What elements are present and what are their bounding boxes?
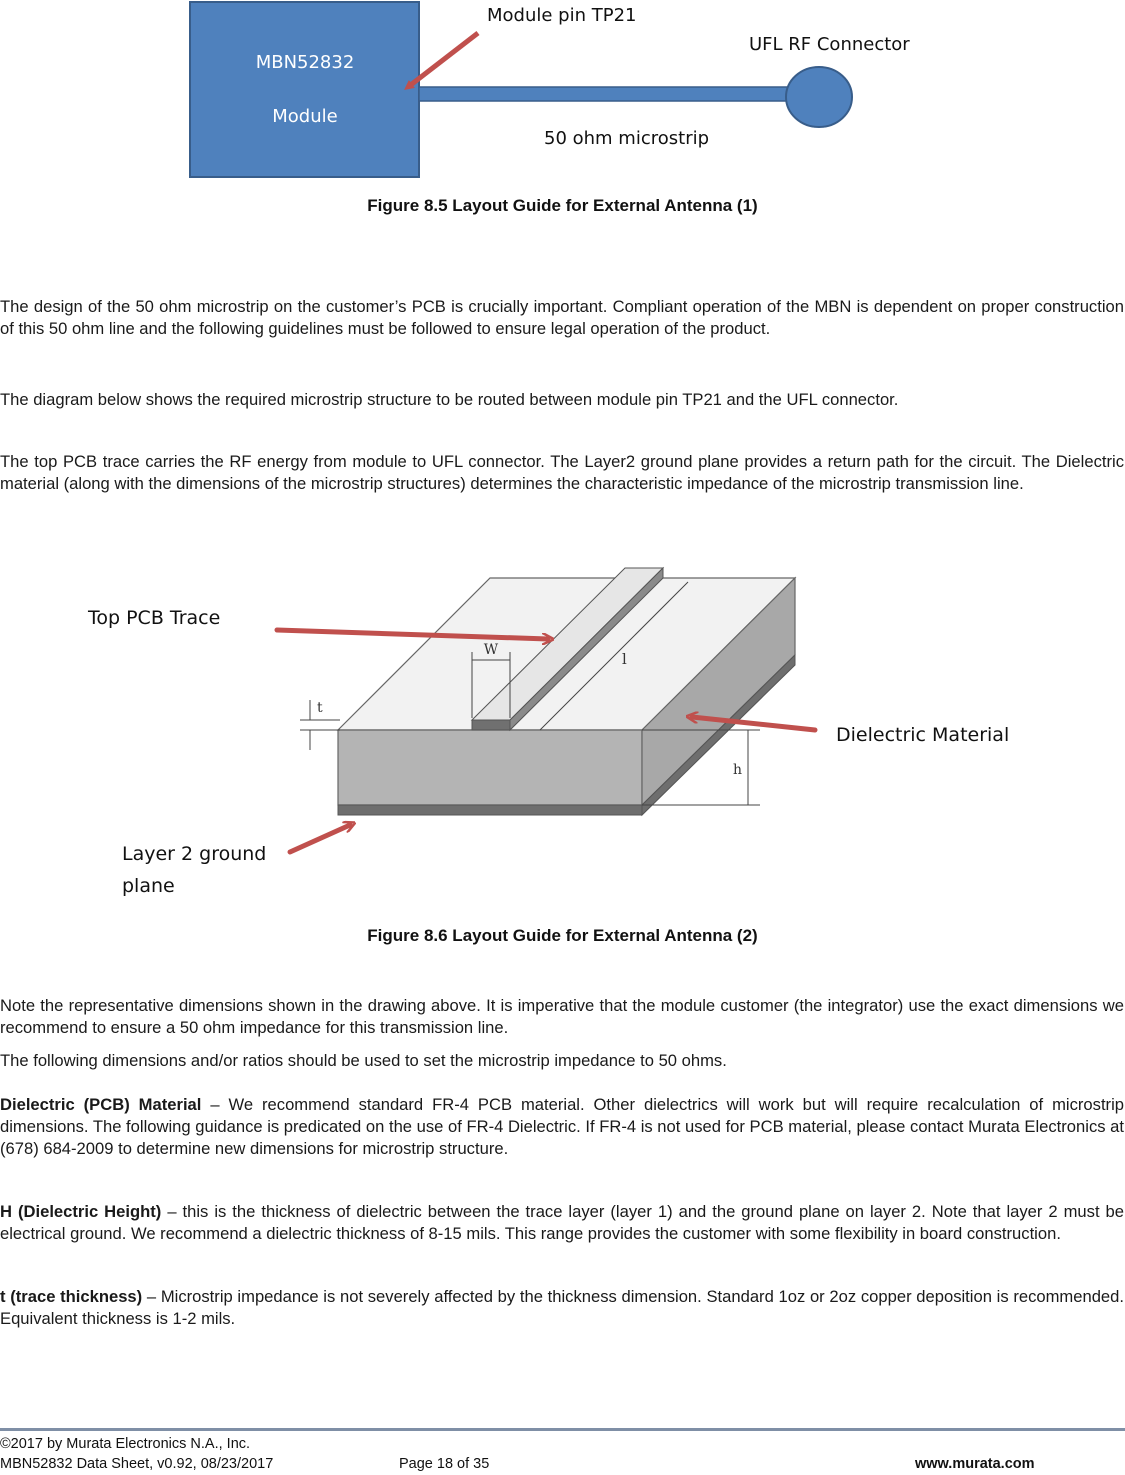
- paragraph-representative-dimensions: Note the representative dimensions shown in the drawing above. It is imperative that the module customer (the integrator) use the exact dimensions we recommend to ensure a 50 ohm impedance for this transmission line.: [0, 996, 1124, 1037]
- dielectric-height-text: – this is the thickness of dielectric between the trace layer (layer 1) and the ground plane on layer 2. Note that layer 2 must be electrical ground. We recommend a dielectric thickness of 8-15 mils. This range provides the customer with some flexibility in board construction.: [0, 1202, 1124, 1243]
- paragraph-design-importance: The design of the 50 ohm microstrip on the customer’s PCB is crucially important. Compliant operation of the MBN is dependent on proper construction of this 50 ohm line and the following guidelines must be followed to ensure legal operation of the product.: [0, 297, 1124, 338]
- paragraph-dielectric-material: [0, 1094, 1124, 1160]
- footer-copyright: ©2017 by Murata Electronics N.A., Inc.: [0, 1436, 251, 1452]
- module-block: [190, 2, 419, 177]
- ground-plane-arrow: [290, 825, 350, 852]
- ground-plane-callout-line1: Layer 2 ground: [122, 843, 267, 865]
- connector-callout: UFL RF Connector: [749, 34, 910, 55]
- figure-8-6-caption: Figure 8.6 Layout Guide for External Antenna (2): [367, 926, 758, 945]
- dielectric-height-term: H (Dielectric Height): [0, 1202, 162, 1221]
- ground-plane-callout: [122, 838, 266, 902]
- module-label-line1: MBN52832: [255, 52, 355, 73]
- footer-doc-info: MBN52832 Data Sheet, v0.92, 08/23/2017: [0, 1456, 274, 1472]
- dim-t-label: t: [317, 700, 323, 716]
- trace-thickness-term: t (trace thickness): [0, 1287, 143, 1306]
- trace-thickness-text: – Microstrip impedance is not severely affected by the thickness dimension. Standard 1oz or 2oz copper deposition is recommended. Equivalent thickness is 1-2 mils.: [0, 1287, 1124, 1328]
- pin-callout: Module pin TP21: [487, 5, 637, 26]
- module-label-line2: Module: [272, 106, 338, 127]
- figure-8-5-caption: Figure 8.5 Layout Guide for External Antenna (1): [367, 196, 758, 215]
- paragraph-trace-thickness: [0, 1286, 1124, 1330]
- dim-w-label: W: [483, 642, 499, 658]
- figure-8-5-diagram: [0, 0, 1125, 190]
- dielectric-front-face: [338, 730, 642, 805]
- ground-plane-front: [338, 805, 642, 815]
- dielectric-material-text: – We recommend standard FR-4 PCB material. Other dielectrics will work but will require recalculation of microstrip dimensions. The following guidance is predicated on the use of FR-4 Dielectric. If FR-4 is not used for PCB material, please contact Murata Electronics at (678) 684-2009 to determine new dimensions for microstrip structure.: [0, 1095, 1124, 1158]
- ufl-connector: [786, 67, 852, 127]
- top-trace-callout: Top PCB Trace: [88, 607, 221, 629]
- dielectric-material-callout: Dielectric Material: [836, 724, 1010, 746]
- footer-website-link[interactable]: www.murata.com: [915, 1456, 1035, 1472]
- trace-front-face: [472, 720, 510, 730]
- paragraph-trace-explanation: The top PCB trace carries the RF energy from module to UFL connector. The Layer2 ground plane provides a return path for the circuit. The Dielectric material (along with the dimensions of the microstrip structures) determines the characteristic impedance of the microstrip transmission line.: [0, 452, 1124, 493]
- dielectric-material-term: Dielectric (PCB) Material: [0, 1095, 202, 1114]
- microstrip-label: 50 ohm microstrip: [544, 128, 710, 149]
- dim-h-label: h: [733, 762, 743, 778]
- ground-plane-callout-line2: plane: [122, 875, 175, 897]
- microstrip-line: [419, 87, 791, 101]
- dim-l-label: l: [622, 650, 627, 668]
- paragraph-dielectric-height: [0, 1201, 1124, 1245]
- footer-page-number: Page 18 of 35: [399, 1456, 490, 1472]
- paragraph-diagram-intro: The diagram below shows the required microstrip structure to be routed between module pin TP21 and the UFL connector.: [0, 390, 899, 409]
- paragraph-dimension-ratios: The following dimensions and/or ratios should be used to set the microstrip impedance to 50 ohms.: [0, 1051, 727, 1070]
- footer-divider: [0, 1428, 1125, 1431]
